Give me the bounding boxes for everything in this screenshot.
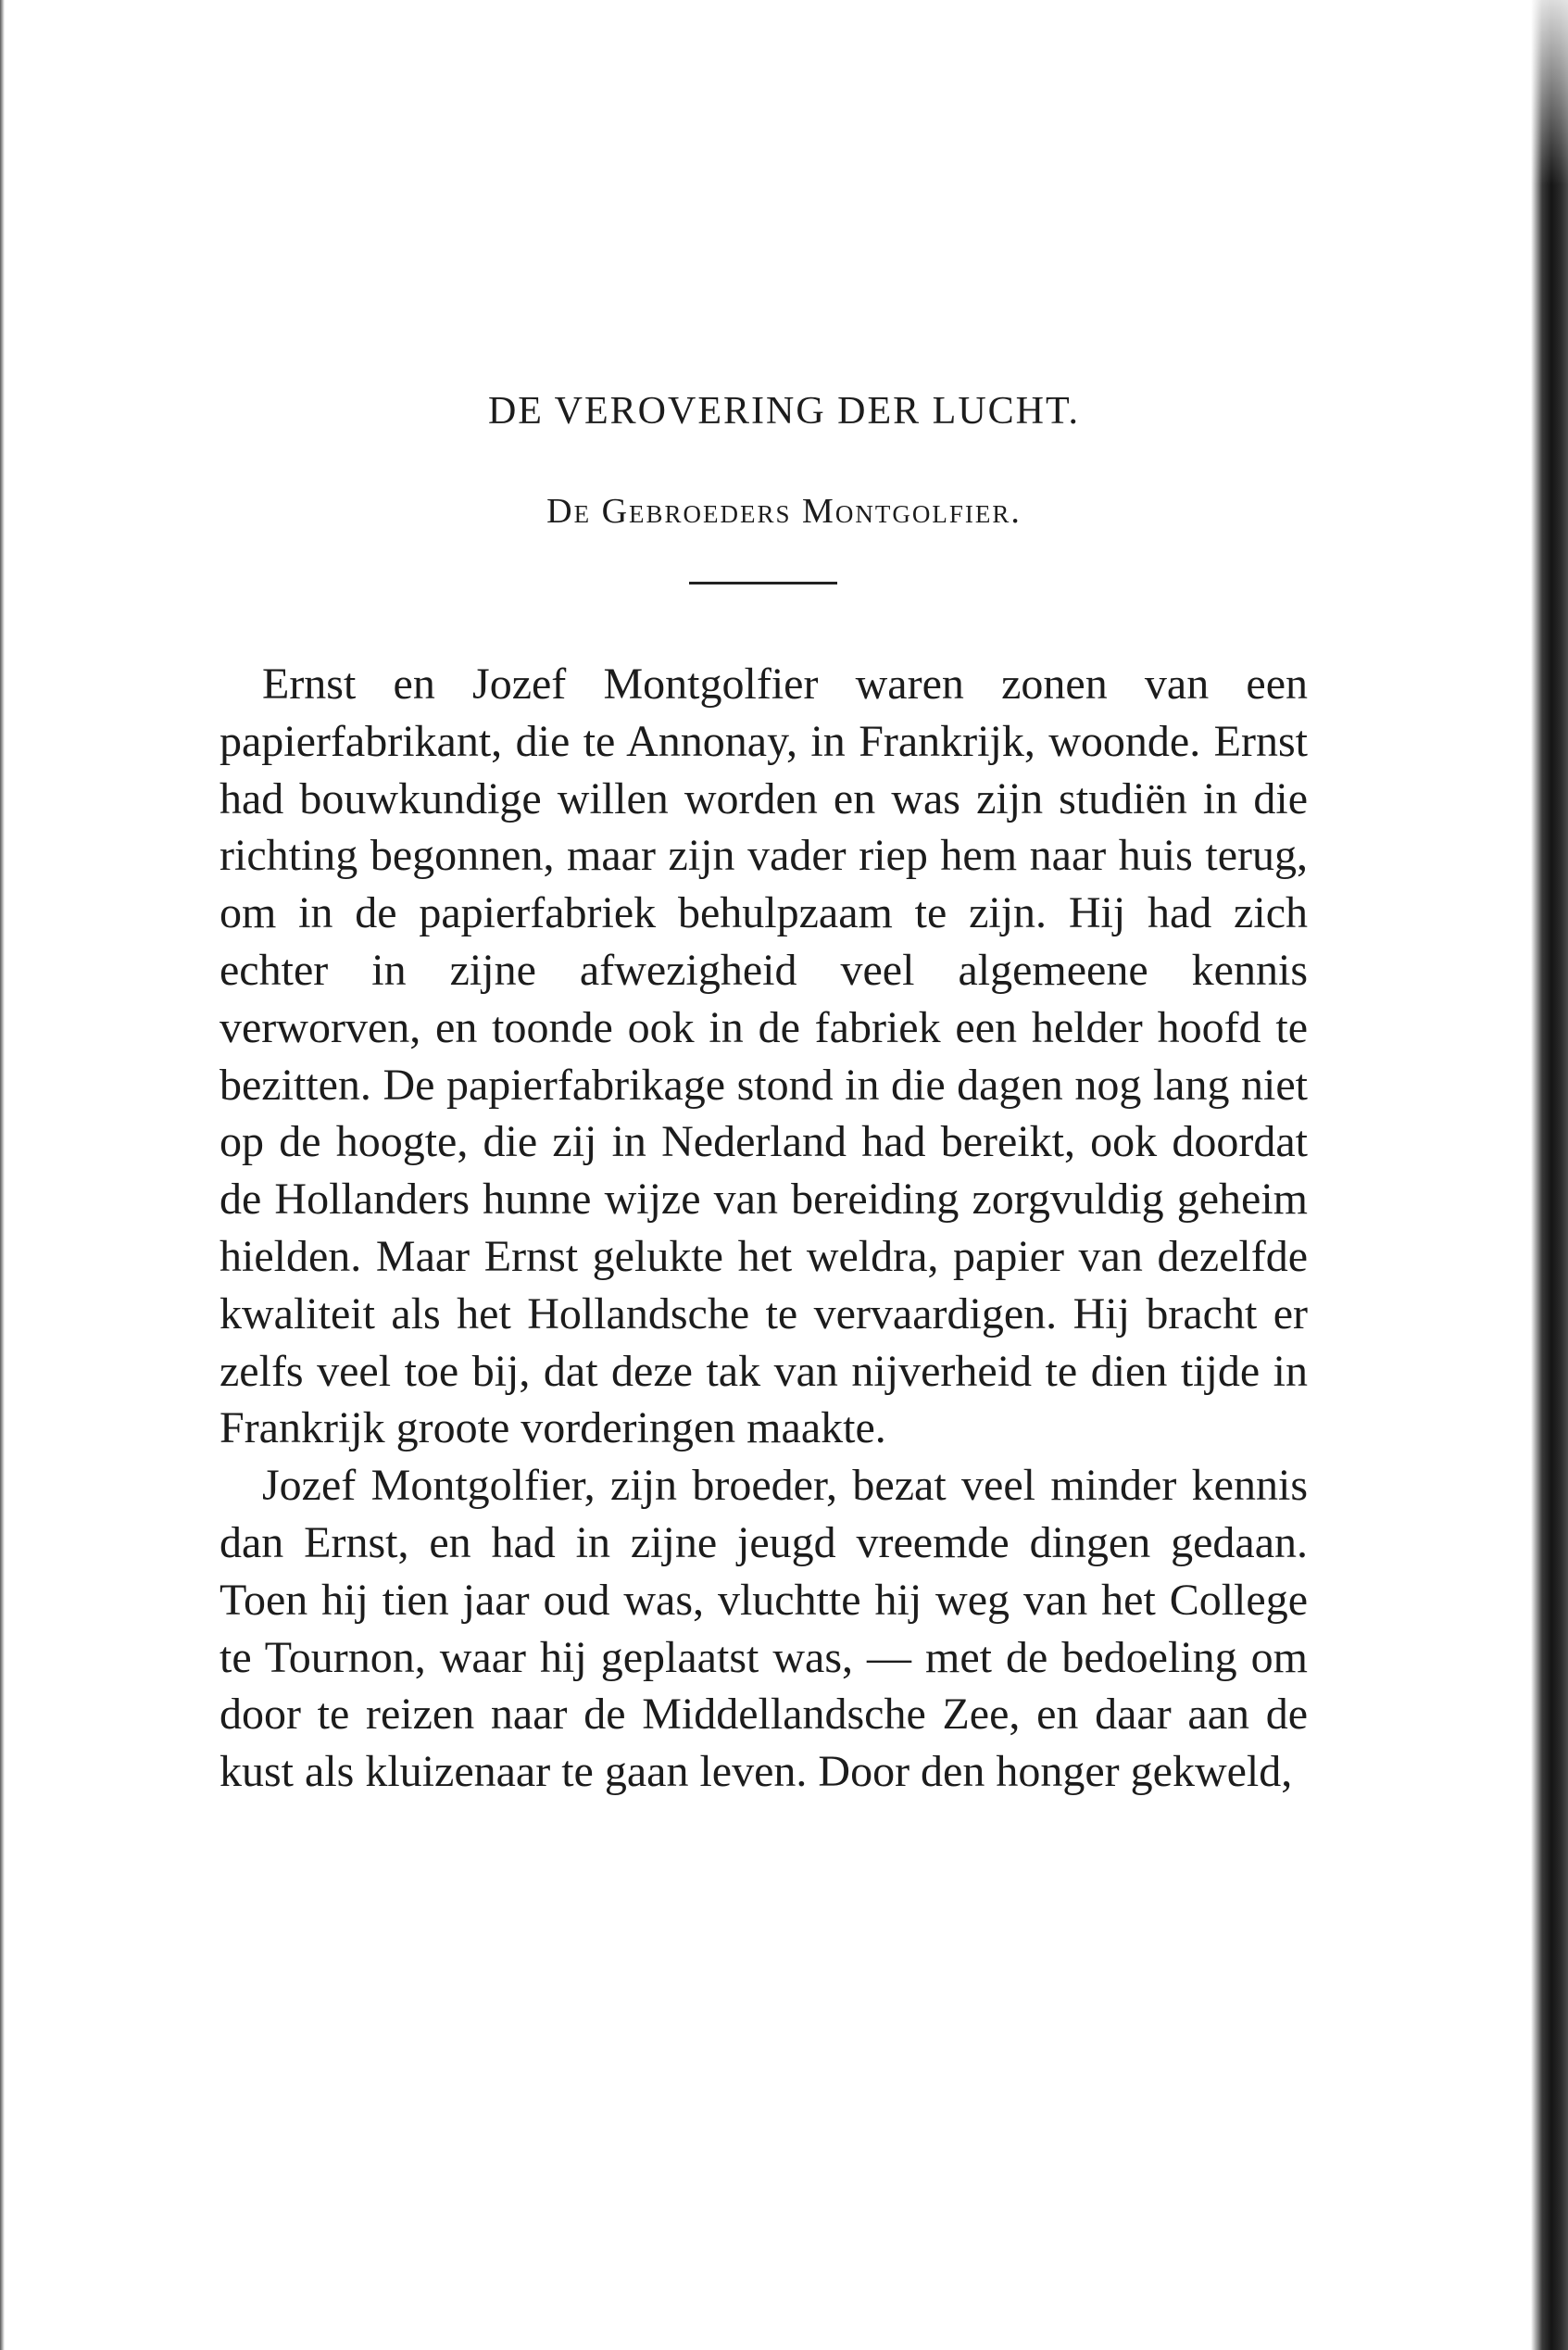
title-divider [689,582,837,584]
scan-right-edge-fade [1531,0,1568,185]
scan-left-edge [0,0,5,2350]
page-title: DE VEROVERING DER LUCHT. [487,390,1081,433]
paragraph: Jozef Montgolfier, zijn broeder, bezat veel minder kennis dan Ernst, en had in zijne jeugd vreemde dingen gedaan. Toen hij tien jaar oud was, vluchtte hij weg van het College te Tournon, waar hij geplaatst was, — met de bedoeling om door te reizen naar de Middellandsche Zee, en daar aan de kust als kluizenaar te gaan leven. Door den honger gekweld, [220,1461,1308,1797]
chapter-subtitle: De Gebroeders Montgolfier. [546,492,1022,531]
paragraph: Ernst en Jozef Montgolfier waren zonen van een papierfabrikant, die te Annonay, in Frankrijk, woonde. Ernst had bouwkundige willen worden en was zijn studiën in die richting begonnen, maar zijn vader riep hem naar huis terug, om in de papierfabriek behulpzaam te zijn. Hij had zich echter in zijne afwezigheid veel algemeene kennis verworven, en toonde ook in de fabriek een helder hoofd te bezitten. De papierfabrikage stond in die dagen nog lang niet op de hoogte, die zij in Nederland had bereikt, ook doordat de Hollanders hunne wijze van bereiding zorgvuldig geheim hielden. Maar Ernst gelukte het weldra, papier van dezelfde kwaliteit als het Hollandsche te vervaardigen. Hij bracht er zelfs veel toe bij, dat deze tak van nijverheid te dien tijde in Frankrijk groote vorderingen maakte. [220,660,1308,1453]
scan-right-edge [1531,0,1568,2350]
body-text [220,656,1308,1801]
